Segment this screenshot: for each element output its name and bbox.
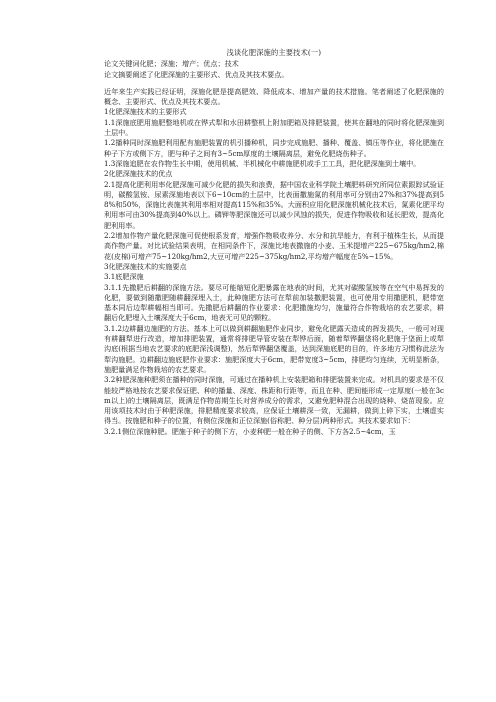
paragraph-1-1: 1.1深施底肥用施肥整地机或在铧式犁和水田耕整机上附加肥箱及排肥装置，使其在翻地的同时将化肥深施到土层中。	[104, 117, 444, 138]
intro-paragraph: 近年来生产实践已经证明，深施化肥是提高肥效、降低成本、增加产量的技术措施。笔者阐述了化肥深施的概念、主要形式、优点及其技术要点。	[104, 86, 444, 107]
paragraph-gap	[104, 80, 444, 87]
section-heading-1: 1化肥深施技术的主要形式	[104, 107, 187, 117]
document-title: 浅谈化肥深施的主要技术(一)	[226, 48, 322, 57]
paragraph-3-1-2: 3.1.2边耕翻边施肥的方法。基本上可以做到耕翻施肥作业同步，避免化肥露天造成的挥发损失，一般可对现有耕翻犁进行改造，增加排肥装置，通常将排肥导管安装在犁铧后面，随着犁铧翻垡将化肥施于垡面上或犁沟底(根据当地农艺要求的底肥深浅调整)，然后犁铧翻垡覆盖，达到深施底肥的目的，许多地方习惯称此法为犁沟施肥。边耕翻边施底肥作业要求：施肥深度大于6cm，肥带宽度3~5cm，排肥均匀连续，无明显断条，施肥量满足作物栽培的农艺要求。	[104, 323, 444, 374]
paragraph-3-1-1: 3.1.1先撒肥后耕翻的深施方法。要尽可能缩短化肥暴露在地表的时间，尤其对碳酸氢铵等在空气中易挥发的化肥，要做到随撒肥随耕翻深埋入土，此种施肥方法可在犁前加装撒肥装置，也可使用专用撒肥机，肥带宽基本同后边犁耕幅相当即可。先撒肥后耕翻的作业要求：化肥撒施均匀，施量符合作物栽培的农艺要求，耕翻后化肥埋入土壤深度大于6cm，地表无可见的颗粒。	[104, 282, 444, 323]
section-heading-3: 3化肥深施技术的实施要点	[104, 261, 187, 271]
subsection-heading-3-1: 3.1底肥深施	[104, 272, 144, 282]
paragraph-1-3: 1.3深施追肥在农作物生长中期，使用机械、半机械化中耕施肥机或手工工具，把化肥深施到土壤中。	[104, 158, 421, 168]
keywords-line: 论文关键词化肥；深施；增产；优点；技术	[104, 59, 239, 69]
paragraph-1-2: 1.2播种同时深施肥利用配有施肥装置的机引播种机，同步完成施肥、播种、覆盖、镇压等作业，将化肥施在种子下方或侧下方，肥与种子之间有3~5cm厚度的土壤隔离层，避免化肥烧伤种子。	[104, 138, 444, 158]
paragraph-3-2-1: 3.2.1侧位深施种肥。肥施于种子的侧下方，小麦种肥一般在种子的侧、下方各2.5~4cm，玉	[104, 426, 396, 436]
paragraph-2-1: 2.1提高化肥利用率化肥深施可减少化肥的损失和浪费，据中国农业科学院土壤肥料研究所同位素跟踪试验证明，碳酸氢铵、尿素深施地表以下6~10cm的土层中，比表面撒施氮的利用率可分别由27%和37%提高到58%和50%，深施比表施其利用率相对提高115%和35%。大面积应用化肥深施机械化技术后，氮素化肥平均利用率可由30%提高到40%以上。磷钾等肥深施还可以减少风蚀的损失，促进作物吸收和延长肥效，提高化肥利用率。	[104, 179, 444, 230]
paragraph-3-2: 3.2种肥深施种肥须在播种的同时深施，可通过在播种机上安装肥箱和排肥装置来完成。对机具的要求是不仅能较严格地按农艺要求保证肥、种的播量、深度、株距和行距等，而且在种、肥间能形成一定厚度(一般在3cm以上)的土壤隔离层，既满足作物苗期生长对营养成分的需求，又避免肥种混合出现的烧种、烧苗现象。应用该项技术时由于种肥深施，排肥精度要求较高，应保证土壤耕深一致，无漏耕，做到上碎下实，土壤虚实得当。按施肥和种子的位置，有侧位深施和正位深施(俗称肥、种分层)两种形式。其技术要求如下：	[104, 375, 444, 426]
section-heading-2: 2化肥深施技术的优点	[104, 169, 173, 179]
paragraph-2-2: 2.2增加作物产量化肥深施可促使根系发育，增强作物吸收养分、水分和抗旱能力，有利于植株生长，从而提高作物产量。对比试验结果表明，在相同条件下，深施比地表撒施的小麦、玉米提增产225~675kg/hm2,棉花(皮棉)可增产75~120kg/hm2,大豆可增产225~375kg/hm2,平均增产幅度在5%~15%。	[104, 231, 444, 261]
abstract-line: 论文摘要阐述了化肥深施的主要形式、优点及其技术要点。	[104, 69, 289, 79]
